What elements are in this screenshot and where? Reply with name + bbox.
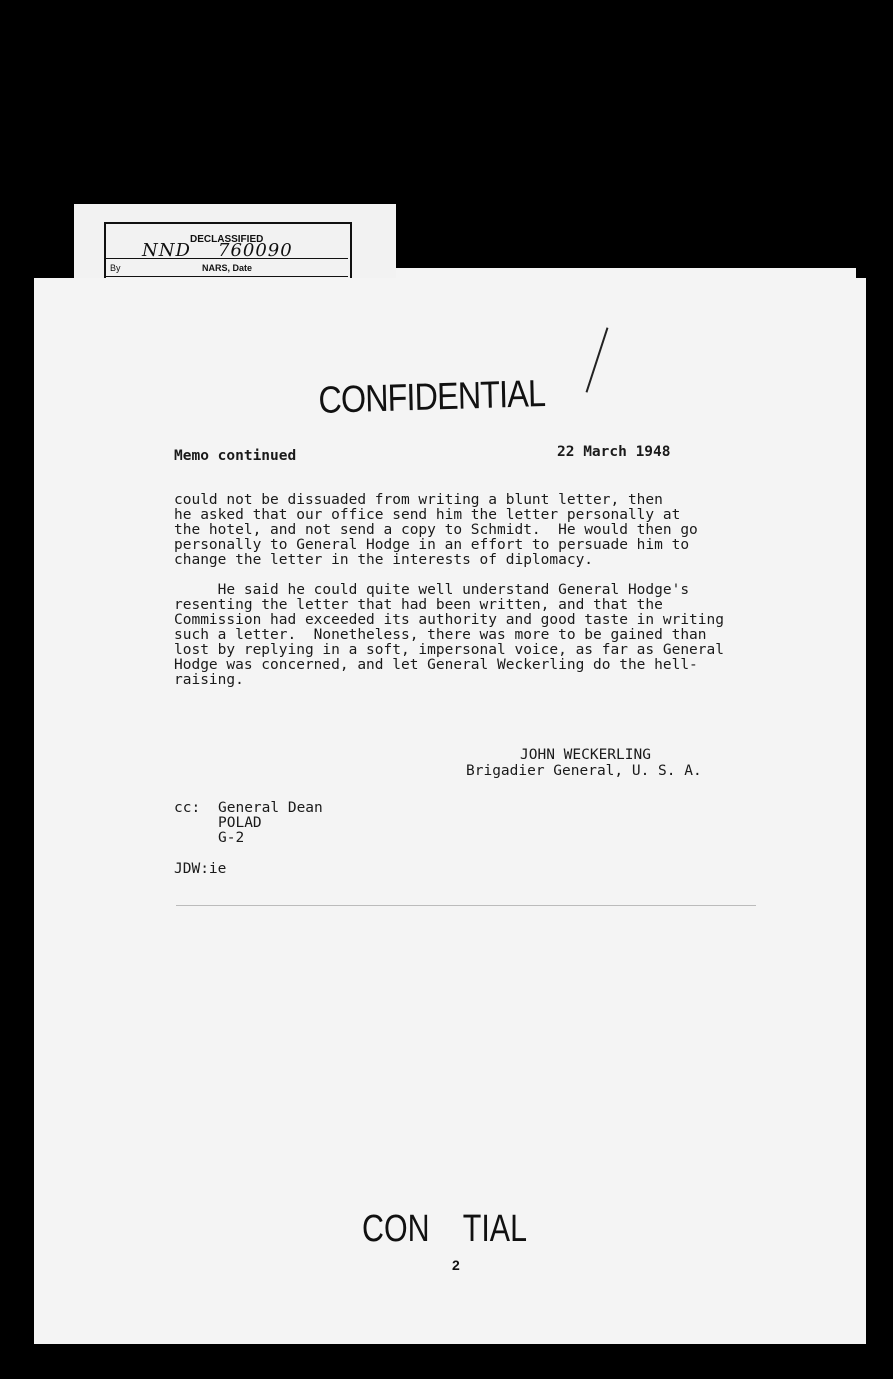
memo-header: Memo continued <box>174 448 297 464</box>
stamp-authority: NND <box>142 240 191 261</box>
stamp-by-label: By <box>110 263 121 273</box>
cc-recipient: POLAD <box>218 815 262 831</box>
paragraph1-line: could not be dissuaded from writing a blunt letter, then <box>174 492 663 508</box>
stamp-number: 760090 <box>218 240 293 261</box>
paragraph2-line: Hodge was concerned, and let General Weckerling do the hell- <box>174 657 698 673</box>
signature-title: Brigadier General, U. S. A. <box>466 763 702 779</box>
stamp-nars-label: NARS, Date <box>202 263 253 273</box>
document-page <box>34 278 866 1344</box>
cc-recipient: G-2 <box>218 830 245 846</box>
stamp-divider <box>104 258 348 259</box>
paragraph2-line: resenting the letter that had been written, and that the <box>174 597 663 613</box>
paragraph2-line: raising. <box>174 672 244 688</box>
stamp-bottom-line <box>104 276 348 277</box>
paragraph2-line: such a letter. Nonetheless, there was more to be gained than <box>174 627 707 643</box>
paragraph2-line: lost by replying in a soft, impersonal voice, as far as General <box>174 642 724 658</box>
classification-stamp-bottom: CON TIAL <box>362 1208 527 1250</box>
fold-line <box>176 905 756 906</box>
paragraph2-line: He said he could quite well understand General Hodge's <box>174 582 690 598</box>
paragraph2-line: Commission had exceeded its authority and good taste in writing <box>174 612 724 628</box>
paragraph1-line: the hotel, and not send a copy to Schmidt. He would then go <box>174 522 698 538</box>
page-number: 2 <box>452 1257 460 1273</box>
typist-initials: JDW:ie <box>174 861 227 877</box>
paragraph1-line: he asked that our office send him the letter personally at <box>174 507 681 523</box>
signature-name: JOHN WECKERLING <box>520 747 651 763</box>
paragraph1-line: change the letter in the interests of diplomacy. <box>174 552 594 568</box>
memo-date: 22 March 1948 <box>557 444 671 460</box>
classification-stamp-top: CONFIDENTIAL <box>318 373 546 422</box>
document-page-top <box>396 268 856 282</box>
cc-recipient: General Dean <box>218 800 323 816</box>
stamp-title: DECLASSIFIED <box>190 234 264 245</box>
paragraph1-line: personally to General Hodge in an effort to persuade him to <box>174 537 690 553</box>
cc-label: cc: <box>174 800 201 816</box>
